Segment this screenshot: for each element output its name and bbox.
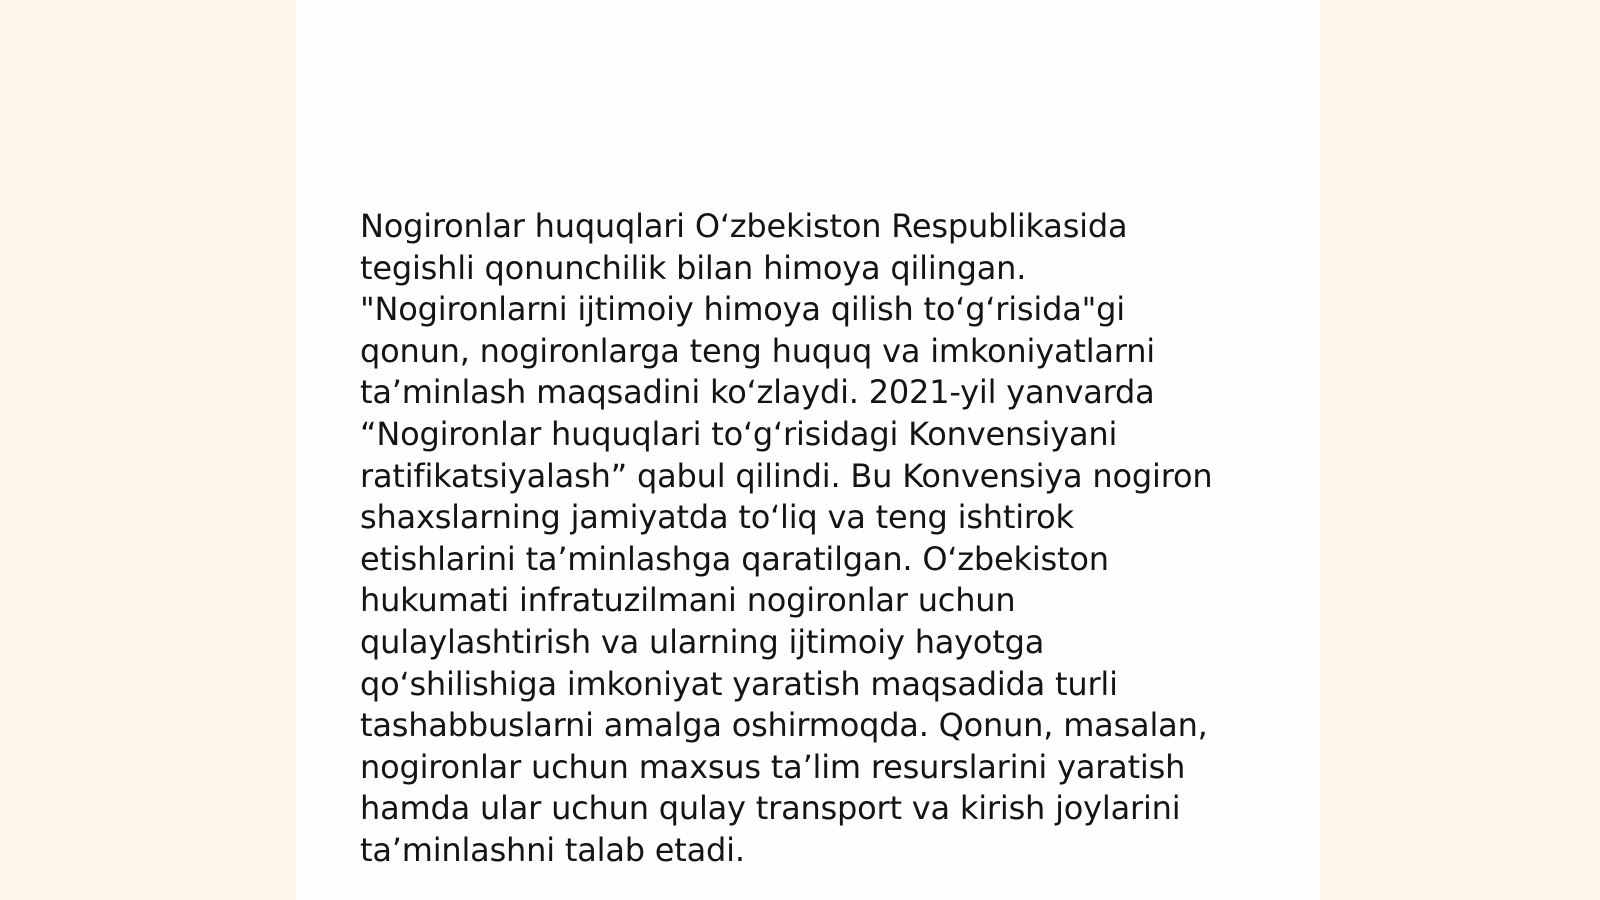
document-page	[296, 0, 1320, 900]
body-paragraph: Nogironlar huquqlari O‘zbekiston Respublikasida tegishli qonunchilik bilan himoya qilingan. "Nogironlarni ijtimoiy himoya qilish to‘g‘risida"gi qonun, nogironlarga teng huquq va imkoniyatlarni ta’minlash maqsadini ko‘zlaydi. 2021-yil yanvarda “Nogironlar huquqlari to‘g‘risidagi Konvensiyani ratifikatsiyalash” qabul qilindi. Bu Konvensiya nogiron shaxslarning jamiyatda to‘liq va teng ishtirok etishlarini ta’minlashga qaratilgan. O‘zbekiston hukumati infratuzilmani nogironlar uchun qulaylashtirish va ularning ijtimoiy hayotga qo‘shilishiga imkoniyat yaratish maqsadida turli tashabbuslarni amalga oshirmoqda. Qonun, masalan, nogironlar uchun maxsus ta’lim resurslarini yaratish hamda ular uchun qulay transport va kirish joylarini ta’minlashni talab etadi.	[360, 207, 1213, 869]
